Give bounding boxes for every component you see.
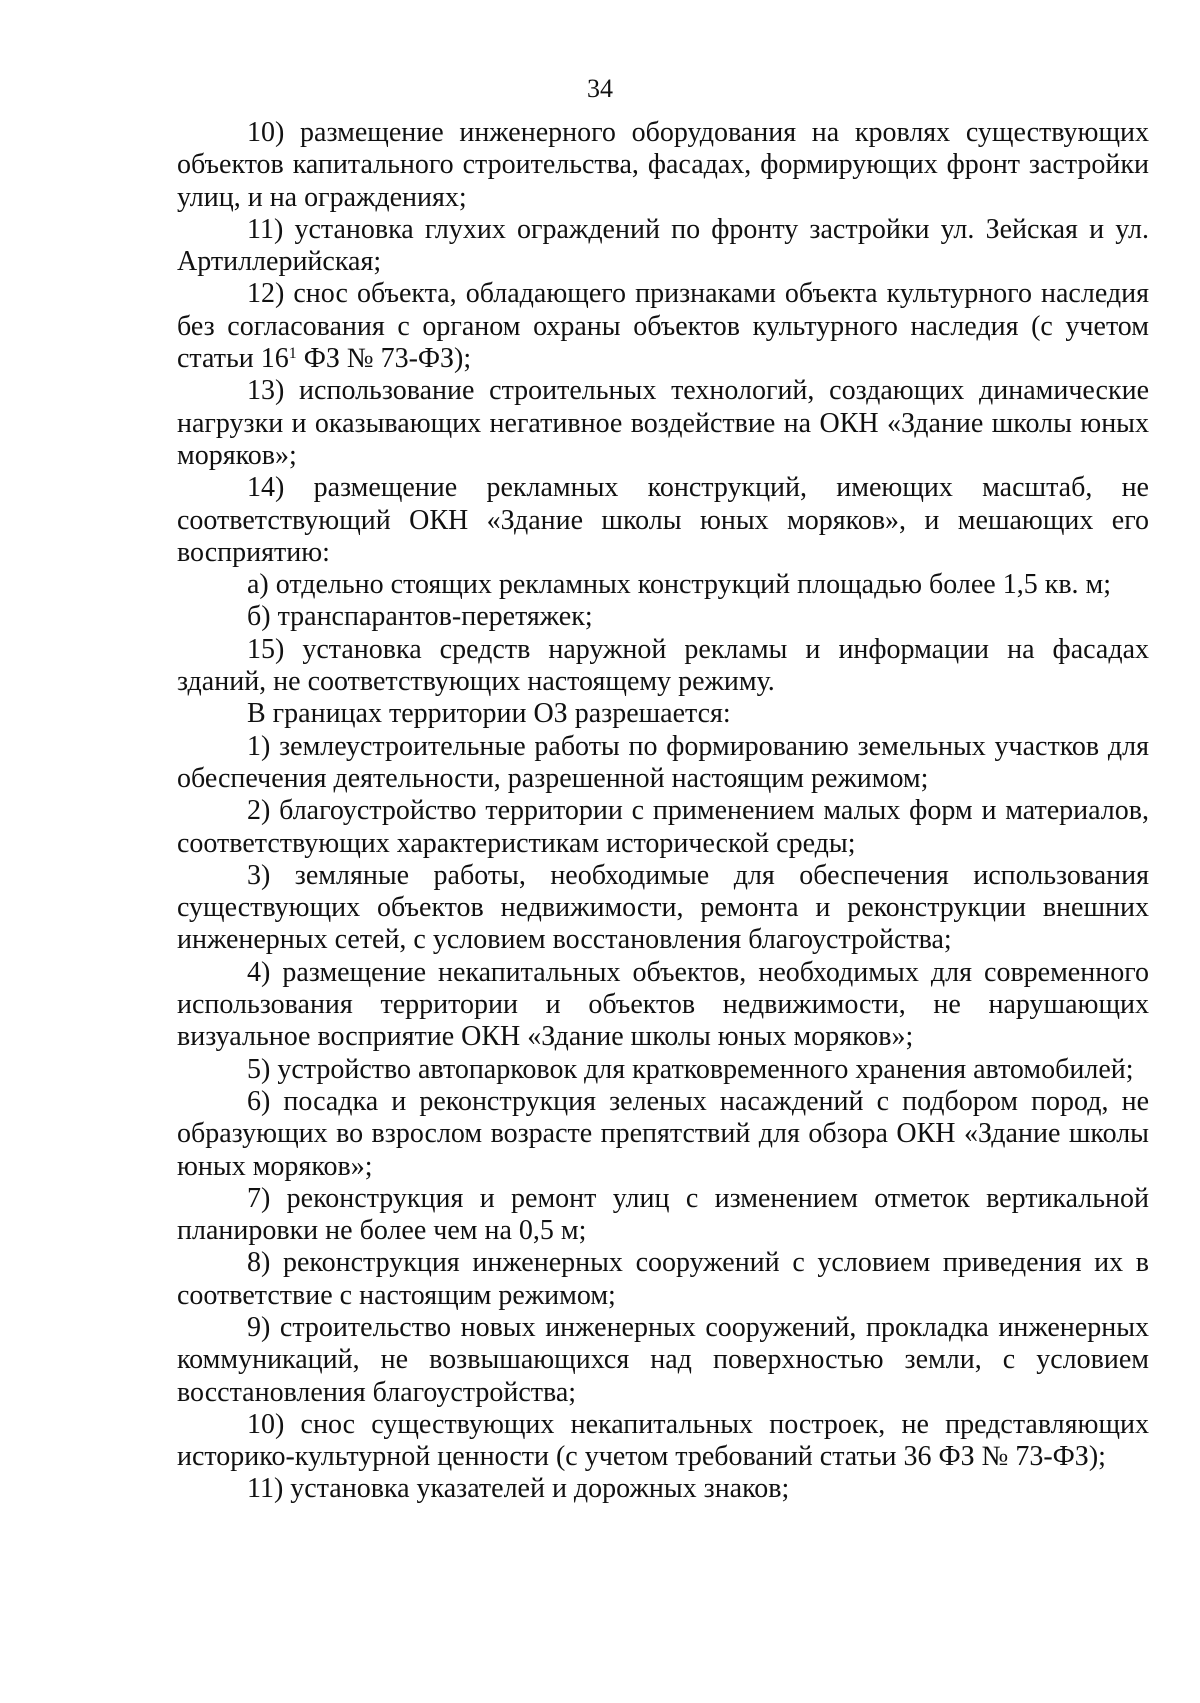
paragraph: 9) строительство новых инженерных сооружений, прокладка инженерных коммуникаций, не возвышающихся над поверхностью земли, с условием восстановления благоустройства;: [177, 1311, 1149, 1408]
paragraph: 11) установка указателей и дорожных знаков;: [247, 1473, 790, 1505]
page-number: 34: [587, 74, 613, 103]
paragraph-tail: ФЗ № 73-ФЗ);: [296, 343, 472, 375]
document-body: [177, 117, 1149, 1506]
paragraph-with-footnote: [177, 278, 1149, 375]
paragraph: 14) размещение рекламных конструкций, имеющих масштаб, не соответствующий ОКН «Здание школы юных моряков», и мешающих его восприятию:: [177, 472, 1149, 568]
list-item: б) транспарантов-перетяжек;: [247, 601, 593, 633]
paragraph: 8) реконструкция инженерных сооружений с условием приведения их в соответствие с настоящим режимом;: [177, 1247, 1149, 1311]
paragraph: 10) размещение инженерного оборудования на кровлях существующих объектов капитального строительства, фасадах, формирующих фронт застройки улиц, и на ограждениях;: [177, 117, 1149, 213]
paragraph: 11) установка глухих ограждений по фронту застройки ул. Зейская и ул. Артиллерийская;: [177, 213, 1149, 278]
paragraph: 15) установка средств наружной рекламы и информации на фасадах зданий, не соответствующих настоящему режиму.: [177, 633, 1149, 698]
paragraph: 4) размещение некапитальных объектов, необходимых для современного использования территории и объектов недвижимости, не нарушающих визуальное восприятие ОКН «Здание школы юных моряков»;: [177, 956, 1149, 1053]
paragraph: 2) благоустройство территории с применением малых форм и материалов, соответствующих характеристикам исторической среды;: [177, 795, 1149, 859]
paragraph: 1) землеустроительные работы по формированию земельных участков для обеспечения деятельности, разрешенной настоящим режимом;: [177, 730, 1149, 794]
paragraph: 7) реконструкция и ремонт улиц с изменением отметок вертикальной планировки не более чем на 0,5 м;: [177, 1182, 1149, 1247]
paragraph: 6) посадка и реконструкция зеленых насаждений с подбором пород, не образующих во взрослом возрасте препятствий для обзора ОКН «Здание школы юных моряков»;: [177, 1085, 1149, 1182]
section-heading: В границах территории ОЗ разрешается:: [247, 698, 731, 730]
paragraph: 13) использование строительных технологий, создающих динамические нагрузки и оказывающих негативное воздействие на ОКН «Здание школы юных моряков»;: [177, 375, 1149, 471]
paragraph: 3) земляные работы, необходимые для обеспечения использования существующих объектов недвижимости, ремонта и реконструкции внешних инженерных сетей, с условием восстановления благоустройства;: [177, 859, 1149, 956]
paragraph: 10) снос существующих некапитальных построек, не представляющих историко-культурной ценности (с учетом требований статьи 36 ФЗ № 73-ФЗ);: [177, 1408, 1149, 1473]
paragraph: 5) устройство автопарковок для кратковременного хранения автомобилей;: [247, 1053, 1134, 1085]
paragraph-text: 12) снос объекта, обладающего признаками объекта культурного наследия без согласования с органом охраны объектов культурного наследия (с учетом статьи 16: [177, 278, 1149, 375]
superscript-mark: 1: [288, 345, 297, 363]
list-item: а) отдельно стоящих рекламных конструкций площадью более 1,5 кв. м;: [247, 569, 1112, 601]
